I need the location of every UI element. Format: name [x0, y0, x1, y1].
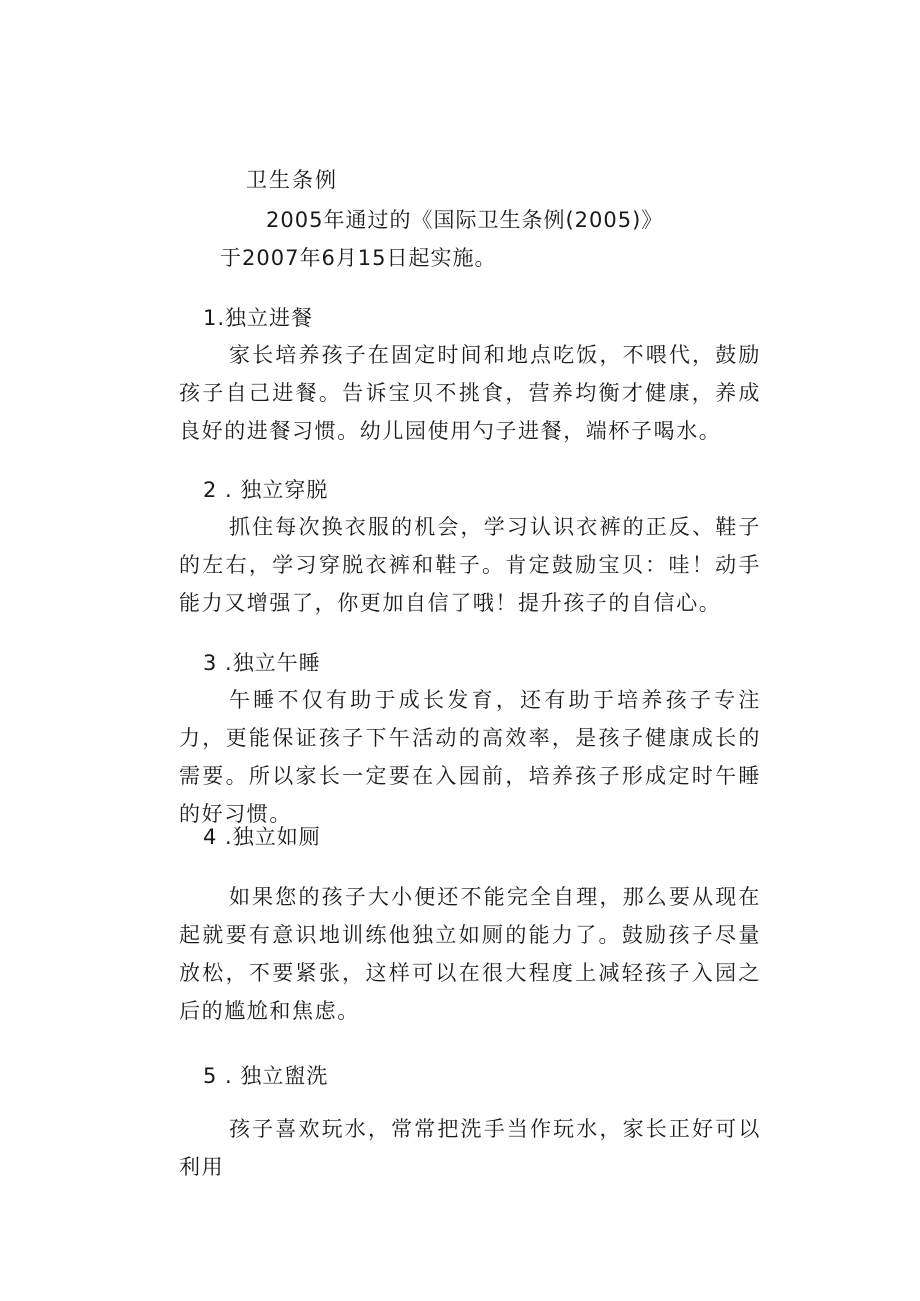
section-2-body: 抓住每次换衣服的机会，学习认识衣裤的正反、鞋子的左右，学习穿脱衣裤和鞋子。肯定鼓励宝贝：哇！动手能力又增强了，你更加自信了哦！提升孩子的自信心。 — [179, 515, 761, 615]
intro-line-1: 2005年通过的《国际卫生条例(2005)》 — [266, 208, 664, 232]
section-2-heading: 2 . 独立穿脱 — [203, 478, 329, 502]
intro-line-2: 于2007年6月15日起实施。 — [220, 246, 497, 270]
section-4-body: 如果您的孩子大小便还不能完全自理，那么要从现在起就要有意识地训练他独立如厕的能力了。鼓励孩子尽量放松，不要紧张，这样可以在很大程度上减轻孩子入园之后的尴尬和焦虑。 — [179, 885, 761, 1023]
section-3-heading: 3 .独立午睡 — [203, 651, 321, 675]
section-1-body: 家长培养孩子在固定时间和地点吃饭，不喂代，鼓励孩子自己进餐。告诉宝贝不挑食，营养均衡才健康，养成良好的进餐习惯。幼儿园使用勺子进餐，端杯子喝水。 — [179, 343, 761, 443]
section-5-body: 孩子喜欢玩水，常常把洗手当作玩水，家长正好可以利用 — [179, 1117, 761, 1179]
document-title: 卫生条例 — [246, 168, 338, 192]
section-3-body: 午睡不仅有助于成长发育，还有助于培养孩子专注力，更能保证孩子下午活动的高效率，是孩子健康成长的需要。所以家长一定要在入园前，培养孩子形成定时午睡的好习惯。 — [179, 688, 761, 826]
section-5-heading: 5 . 独立盥洗 — [203, 1064, 329, 1088]
section-4-heading: 4 .独立如厕 — [203, 825, 321, 849]
section-1-heading: 1.独立进餐 — [203, 306, 314, 330]
